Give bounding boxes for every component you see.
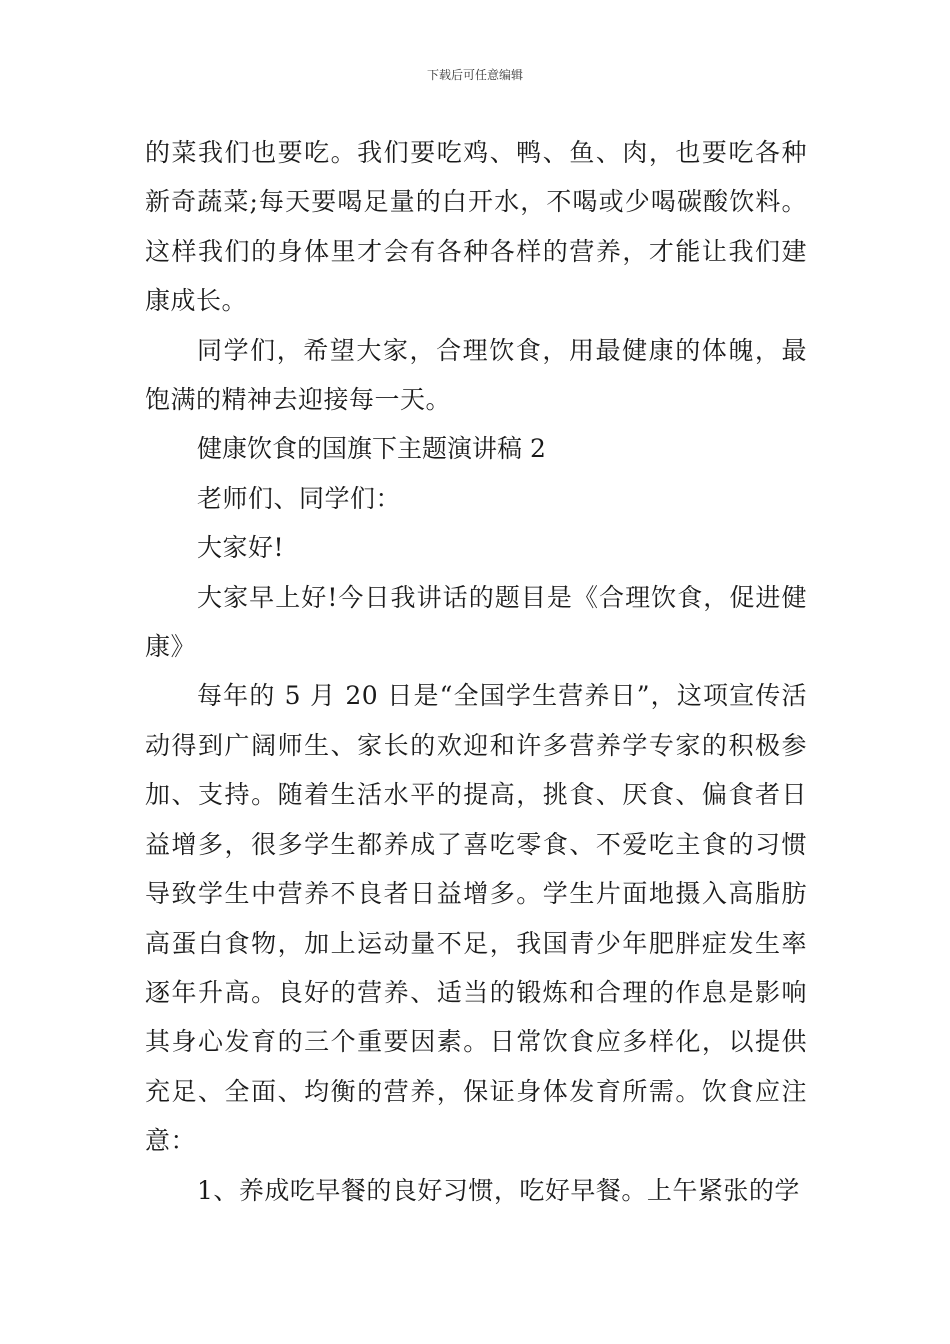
paragraph-continuation: 的菜我们也要吃。我们要吃鸡、鸭、鱼、肉，也要吃各种新奇蔬菜;每天要喝足量的白开水，不喝或少喝碳酸饮料。这样我们的身体里才会有各种各样的营养，才能让我们建康成长。 <box>145 138 807 316</box>
salutation: 老师们、同学们： <box>197 483 402 513</box>
document-body <box>145 128 807 1215</box>
paragraph-topic-intro: 大家早上好!今日我讲话的题目是《合理饮食，促进健康》 <box>145 582 807 662</box>
page-header: 下载后可任意编辑 <box>426 68 523 82</box>
greeting: 大家好! <box>197 533 285 563</box>
speech-title: 健康饮食的国旗下主题演讲稿 2 <box>197 434 546 464</box>
paragraph-nutrition-day: 每年的 5 月 20 日是“全国学生营养日”，这项宣传活动得到广阔师生、家长的欢迎和许多营养学专家的积极参加、支持。随着生活水平的提高，挑食、厌食、偏食者日益增多，很多学生都养成了喜吃零食、不爱吃主食的习惯导致学生中营养不良者日益增多。学生片面地摄入高脂肪高蛋白食物，加上运动量不足，我国青少年肥胖症发生率逐年升高。良好的营养、适当的锻炼和合理的作息是影响其身心发育的三个重要因素。日常饮食应多样化，以提供充足、全面、均衡的营养，保证身体发育所需。饮食应注意： <box>145 681 807 1156</box>
list-item-breakfast: 1、养成吃早餐的良好习惯，吃好早餐。上午紧张的学 <box>197 1175 800 1205</box>
paragraph-closing-appeal: 同学们，希望大家，合理饮食，用最健康的体魄，最饱满的精神去迎接每一天。 <box>145 335 807 415</box>
